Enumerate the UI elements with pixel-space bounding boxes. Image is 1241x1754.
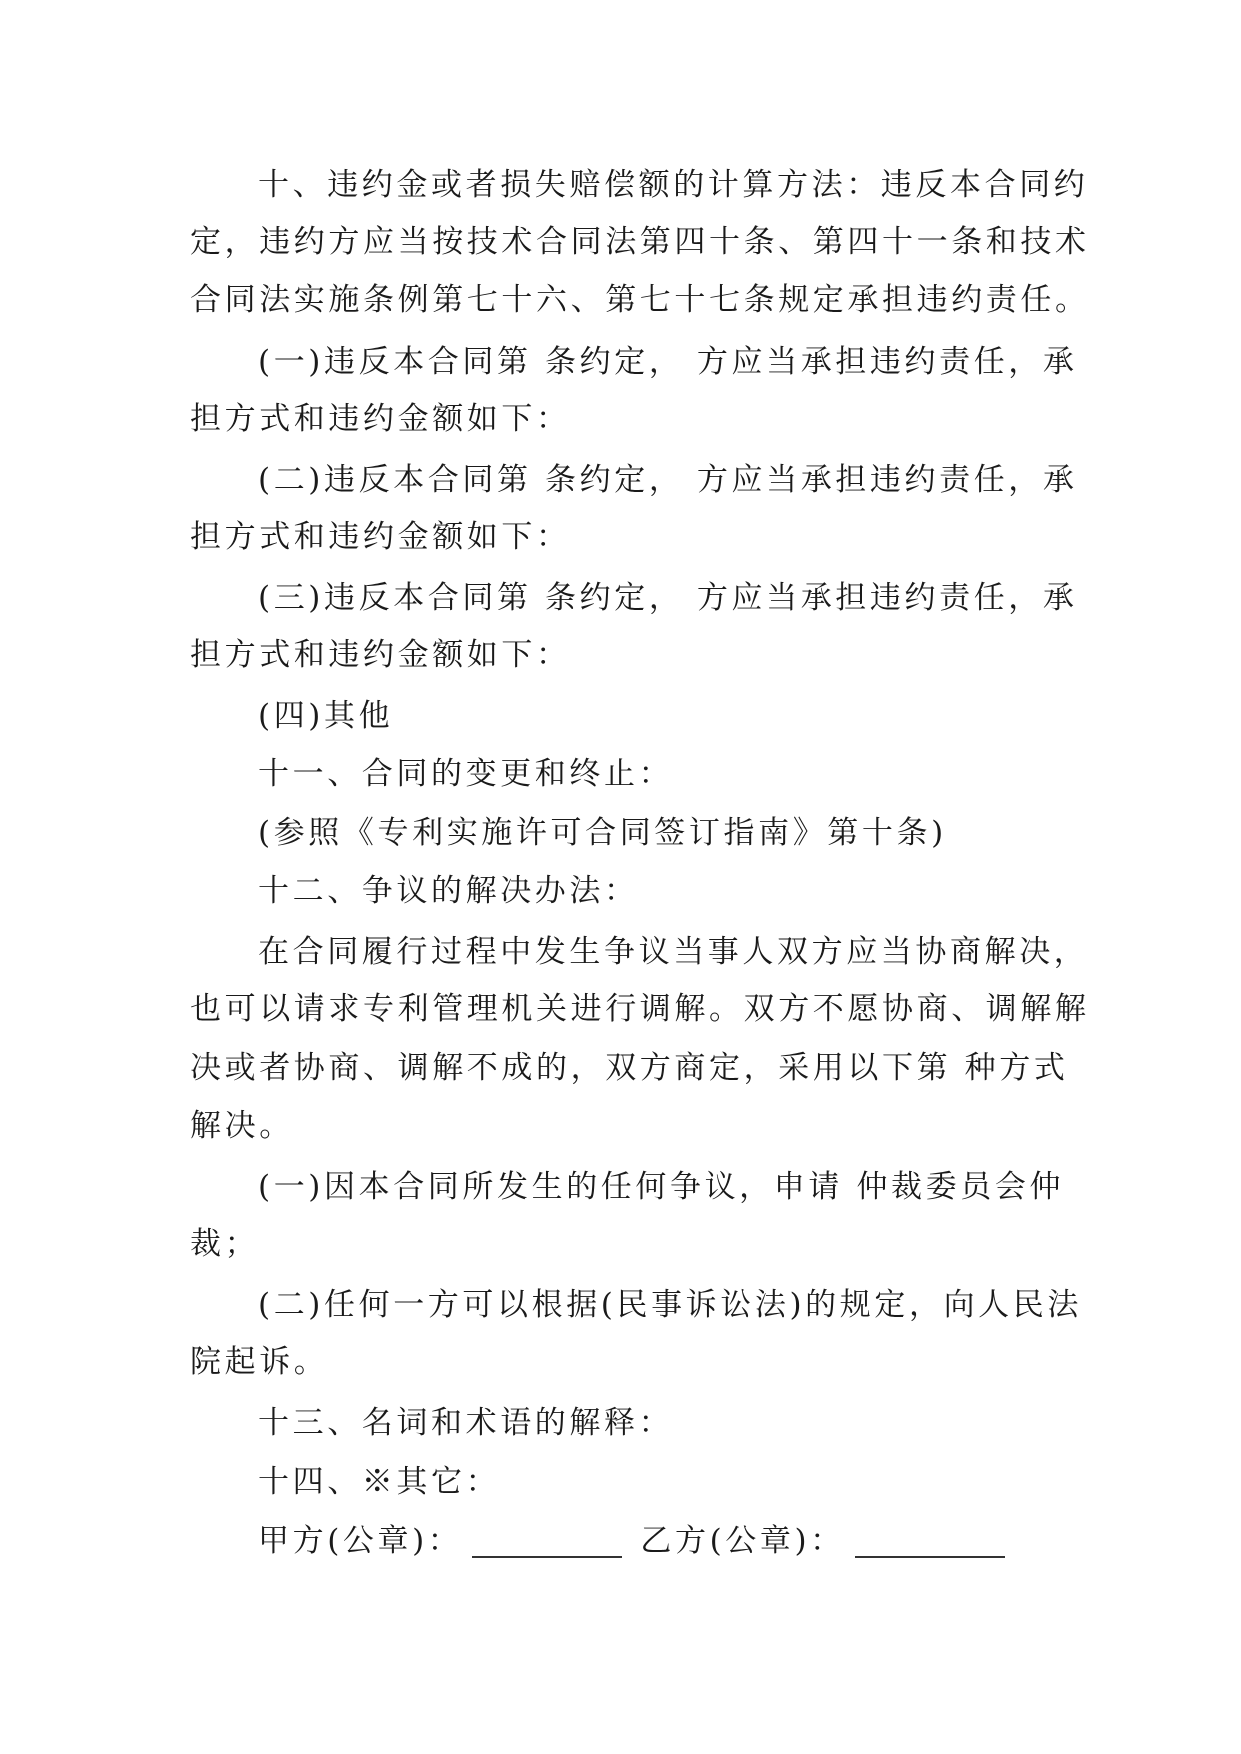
text-line: 十、违约金或者损失赔偿额的计算方法：违反本合同约 (258, 167, 1089, 203)
party-a-seal-label: 甲方(公章)： (258, 1523, 463, 1559)
text-line: 解决。 (190, 1108, 294, 1144)
text-line: 十一、合同的变更和终止： (258, 756, 674, 792)
text-line: 担方式和违约金额如下： (190, 519, 571, 555)
text-line: (一)因本合同所发生的任何争议，申请 仲裁委员会仲 (258, 1169, 1065, 1205)
party-a-seal-blank (472, 1528, 622, 1558)
text-line: (四)其他 (258, 698, 394, 734)
text-line: (参照《专利实施许可合同签订指南》第十条) (258, 815, 947, 851)
text-line: 定，违约方应当按技术合同法第四十条、第四十一条和技术 (190, 224, 1090, 260)
text-line: 裁； (190, 1226, 260, 1262)
text-line: 合同法实施条例第七十六、第七十七条规定承担违约责任。 (190, 282, 1090, 318)
party-b-seal-blank (855, 1528, 1005, 1558)
signature-line (258, 1511, 1023, 1571)
text-line: 担方式和违约金额如下： (190, 401, 571, 437)
text-line: 在合同履行过程中发生争议当事人双方应当协商解决， (258, 934, 1089, 970)
text-line: (二)任何一方可以根据(民事诉讼法)的规定，向人民法 (258, 1287, 1082, 1323)
party-b-seal-label: 乙方(公章)： (640, 1523, 845, 1559)
text-line: (一)违反本合同第 条约定， 方应当承担违约责任，承 (258, 344, 1078, 380)
text-line: (二)违反本合同第 条约定， 方应当承担违约责任，承 (258, 462, 1078, 498)
text-line: 院起诉。 (190, 1344, 329, 1380)
text-line: 十三、名词和术语的解释： (258, 1405, 674, 1441)
text-line: 担方式和违约金额如下： (190, 637, 571, 673)
text-line: 也可以请求专利管理机关进行调解。双方不愿协商、调解解 (190, 991, 1090, 1027)
text-line: 十二、争议的解决办法： (258, 873, 639, 909)
text-line: 十四、※其它： (258, 1464, 501, 1500)
text-line: (三)违反本合同第 条约定， 方应当承担违约责任，承 (258, 580, 1078, 616)
text-line: 决或者协商、调解不成的，双方商定，采用以下第 种方式 (190, 1050, 1069, 1086)
